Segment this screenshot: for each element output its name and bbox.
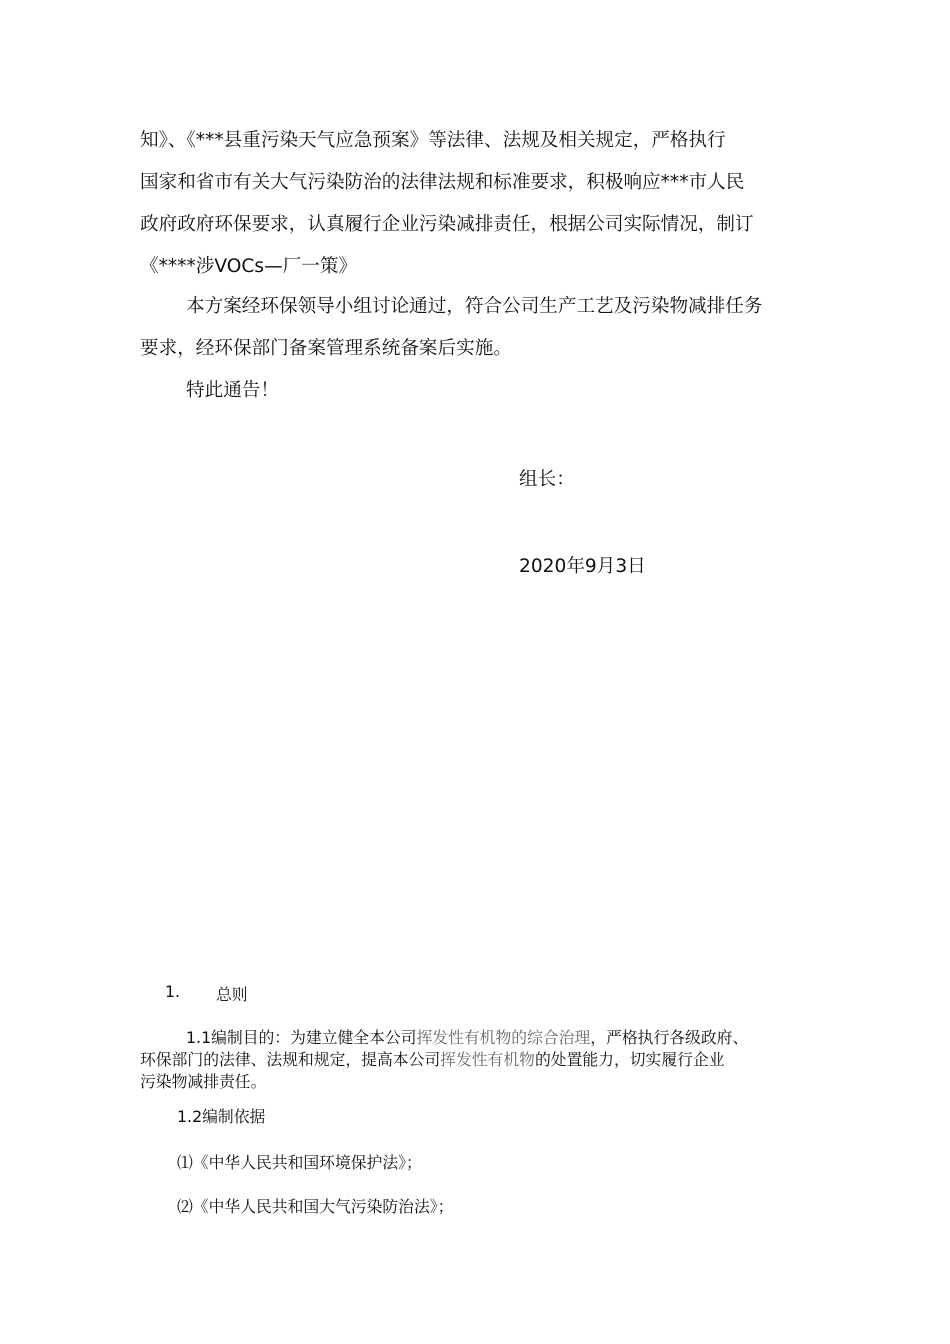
purpose-text: ，严格执行各级政府、 bbox=[590, 1028, 749, 1047]
leader-label: 组长： bbox=[519, 469, 575, 490]
purpose-highlight: 挥发性有机物 bbox=[440, 1050, 535, 1069]
purpose-text: 1.1编制目的：为建立健全本公司 bbox=[186, 1028, 417, 1047]
purpose-line-3: 污染物减排责任。 bbox=[140, 1072, 267, 1091]
section-number: 1. bbox=[165, 982, 181, 1001]
section-title: 总则 bbox=[216, 985, 248, 1004]
purpose-line-2 bbox=[140, 1047, 725, 1070]
paragraph-2-line-2: 要求，经环保部门备案管理系统备案后实施。 bbox=[140, 338, 512, 359]
purpose-text: 环保部门的法律、法规和规定，提高本公司 bbox=[140, 1050, 441, 1069]
signature-date: 2020年9月3日 bbox=[519, 556, 646, 577]
purpose-text: 的处置能力，切实履行企业 bbox=[534, 1050, 725, 1069]
paragraph-2-line-1: 本方案经环保领导小组讨论通过，符合公司生产工艺及污染物减排任务 bbox=[186, 296, 763, 317]
purpose-highlight: 挥发性有机物的综合治理 bbox=[416, 1028, 591, 1047]
intro-line-3: 政府政府环保要求，认真履行企业污染减排责任，根据公司实际情况，制订 bbox=[140, 214, 754, 235]
intro-line-4: 《****涉VOCs—厂一策》 bbox=[140, 256, 358, 277]
purpose-line-1 bbox=[186, 1025, 748, 1048]
intro-line-1: 知》、《***县重污染天气应急预案》等法律、法规及相关规定，严格执行 bbox=[140, 130, 726, 151]
basis-item-2: ⑵《中华人民共和国大气污染防治法》； bbox=[177, 1197, 454, 1216]
intro-line-2: 国家和省市有关大气污染防治的法律法规和标准要求，积极响应***市人民 bbox=[140, 172, 745, 193]
notice-text: 特此通告！ bbox=[186, 380, 279, 401]
basis-heading: 1.2编制依据 bbox=[177, 1107, 266, 1126]
basis-item-1: ⑴《中华人民共和国环境保护法》； bbox=[177, 1153, 422, 1172]
